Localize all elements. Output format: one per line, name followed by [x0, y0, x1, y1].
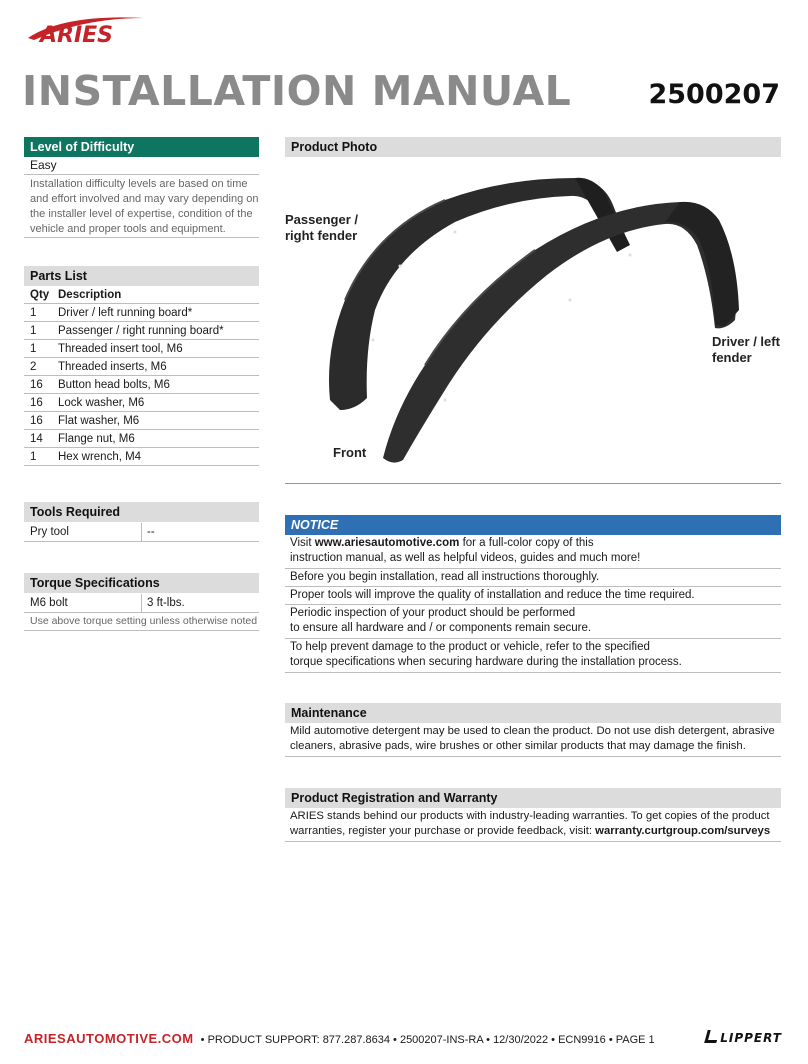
part-number: 2500207 [648, 79, 780, 110]
fender-product-photo [285, 160, 781, 480]
description-line: and effort involved and may vary depending on [30, 193, 259, 205]
difficulty-description [30, 177, 262, 237]
notice-text: Visit [290, 537, 315, 549]
torque-heading: Torque Specifications [24, 573, 259, 593]
divider [24, 174, 259, 175]
driver-fender-label [712, 334, 780, 366]
lippert-logo [706, 1030, 782, 1045]
maintenance-text [285, 724, 781, 757]
footer [24, 1031, 655, 1048]
notice-text: To help prevent damage to the product or vehicle, refer to the specified [290, 641, 650, 653]
passenger-fender [329, 178, 627, 410]
table-row [24, 376, 259, 394]
description-cell: Hex wrench, M4 [52, 448, 259, 466]
aries-logo [24, 12, 174, 48]
notice-item: Proper tools will improve the quality of installation and reduce the time required. [285, 587, 781, 605]
table-row [24, 412, 259, 430]
table-row [24, 322, 259, 340]
description-cell: Lock washer, M6 [52, 394, 259, 412]
notice-text: instruction manual, as well as helpful videos, guides and much more! [290, 552, 641, 564]
divider [24, 630, 259, 631]
parts-header-row [24, 286, 259, 304]
maintenance-heading: Maintenance [285, 703, 781, 723]
qty-cell: 1 [24, 340, 52, 358]
description-cell: Driver / left running board* [52, 304, 259, 322]
description-cell: Flat washer, M6 [52, 412, 259, 430]
front-label: Front [333, 445, 367, 460]
notice-item [285, 639, 781, 673]
notice-text: for a full-color copy of this [459, 537, 594, 549]
description-cell: Flange nut, M6 [52, 430, 259, 448]
parts-table [24, 286, 259, 466]
label-line: right fender [285, 228, 358, 243]
parts-list-heading: Parts List [24, 266, 259, 286]
tools-heading: Tools Required [24, 502, 259, 522]
torque-note: Use above torque setting unless otherwise noted [30, 615, 258, 627]
divider [141, 594, 142, 612]
table-row [24, 394, 259, 412]
divider [24, 237, 259, 238]
table-row [24, 430, 259, 448]
description-line: Installation difficulty levels are based on time [30, 178, 248, 190]
label-line: Passenger / [285, 212, 358, 227]
qty-cell: 1 [24, 322, 52, 340]
website-link: www.ariesautomotive.com [314, 537, 460, 549]
notice-text: torque specifications when securing hardware during the installation process. [290, 656, 682, 668]
notice-item [285, 535, 781, 569]
maintenance-line: cleaners, abrasive pads, wire brushes or other similar products that may damage the finish. [290, 740, 746, 752]
divider [285, 483, 781, 484]
qty-cell: 1 [24, 448, 52, 466]
warranty-line: ARIES stands behind our products with industry-leading warranties. To get copies of the product [290, 810, 770, 822]
lippert-text: LIPPERT [720, 1031, 782, 1045]
footer-website[interactable]: ARIESAUTOMOTIVE.COM [24, 1031, 194, 1046]
torque-item: M6 bolt [30, 597, 68, 609]
torque-value: 3 ft-lbs. [147, 597, 185, 609]
notice-item: Before you begin installation, read all instructions thoroughly. [285, 569, 781, 587]
difficulty-level: Easy [30, 158, 57, 172]
col-description: Description [52, 286, 259, 304]
page-title: INSTALLATION MANUAL [22, 67, 572, 115]
footer-info: • PRODUCT SUPPORT: 877.287.8634 • 2500207-INS-RA • 12/30/2022 • ECN9916 • PAGE 1 [200, 1034, 655, 1046]
qty-cell: 1 [24, 304, 52, 322]
notice-text: Periodic inspection of your product should be performed [290, 607, 576, 619]
table-row [24, 448, 259, 466]
tools-row [24, 523, 259, 542]
notice-text: to ensure all hardware and / or components remain secure. [290, 622, 592, 634]
qty-cell: 16 [24, 376, 52, 394]
qty-cell: 2 [24, 358, 52, 376]
description-cell: Button head bolts, M6 [52, 376, 259, 394]
col-qty: Qty [24, 286, 52, 304]
difficulty-heading: Level of Difficulty [24, 137, 259, 157]
table-row [24, 358, 259, 376]
table-row [24, 340, 259, 358]
lippert-icon [704, 1030, 719, 1043]
torque-row [24, 594, 259, 613]
qty-cell: 16 [24, 412, 52, 430]
description-line: vehicle and proper tools and equipment. [30, 223, 226, 235]
warranty-heading: Product Registration and Warranty [285, 788, 781, 808]
notice-heading: NOTICE [285, 515, 781, 535]
qty-cell: 14 [24, 430, 52, 448]
description-cell: Threaded inserts, M6 [52, 358, 259, 376]
product-photo-heading: Product Photo [285, 137, 781, 157]
driver-fender [383, 202, 737, 463]
label-line: Driver / left [712, 334, 780, 349]
table-row [24, 304, 259, 322]
tool-name: Pry tool [30, 526, 69, 538]
warranty-text [285, 809, 781, 842]
qty-cell: 16 [24, 394, 52, 412]
warranty-link: warranty.curtgroup.com/surveys [595, 825, 771, 837]
logo-text: ARIES [40, 23, 114, 48]
warranty-line: warranties, register your purchase or provide feedback, visit: [290, 825, 596, 837]
notice-item [285, 605, 781, 639]
divider [141, 523, 142, 541]
passenger-fender-label [285, 212, 358, 244]
maintenance-line: Mild automotive detergent may be used to clean the product. Do not use dish detergent, abrasive [290, 725, 775, 737]
description-line: the installer level of expertise, condition of the [30, 208, 253, 220]
description-cell: Threaded insert tool, M6 [52, 340, 259, 358]
description-cell: Passenger / right running board* [52, 322, 259, 340]
tool-value: -- [147, 526, 155, 538]
label-line: fender [712, 350, 752, 365]
